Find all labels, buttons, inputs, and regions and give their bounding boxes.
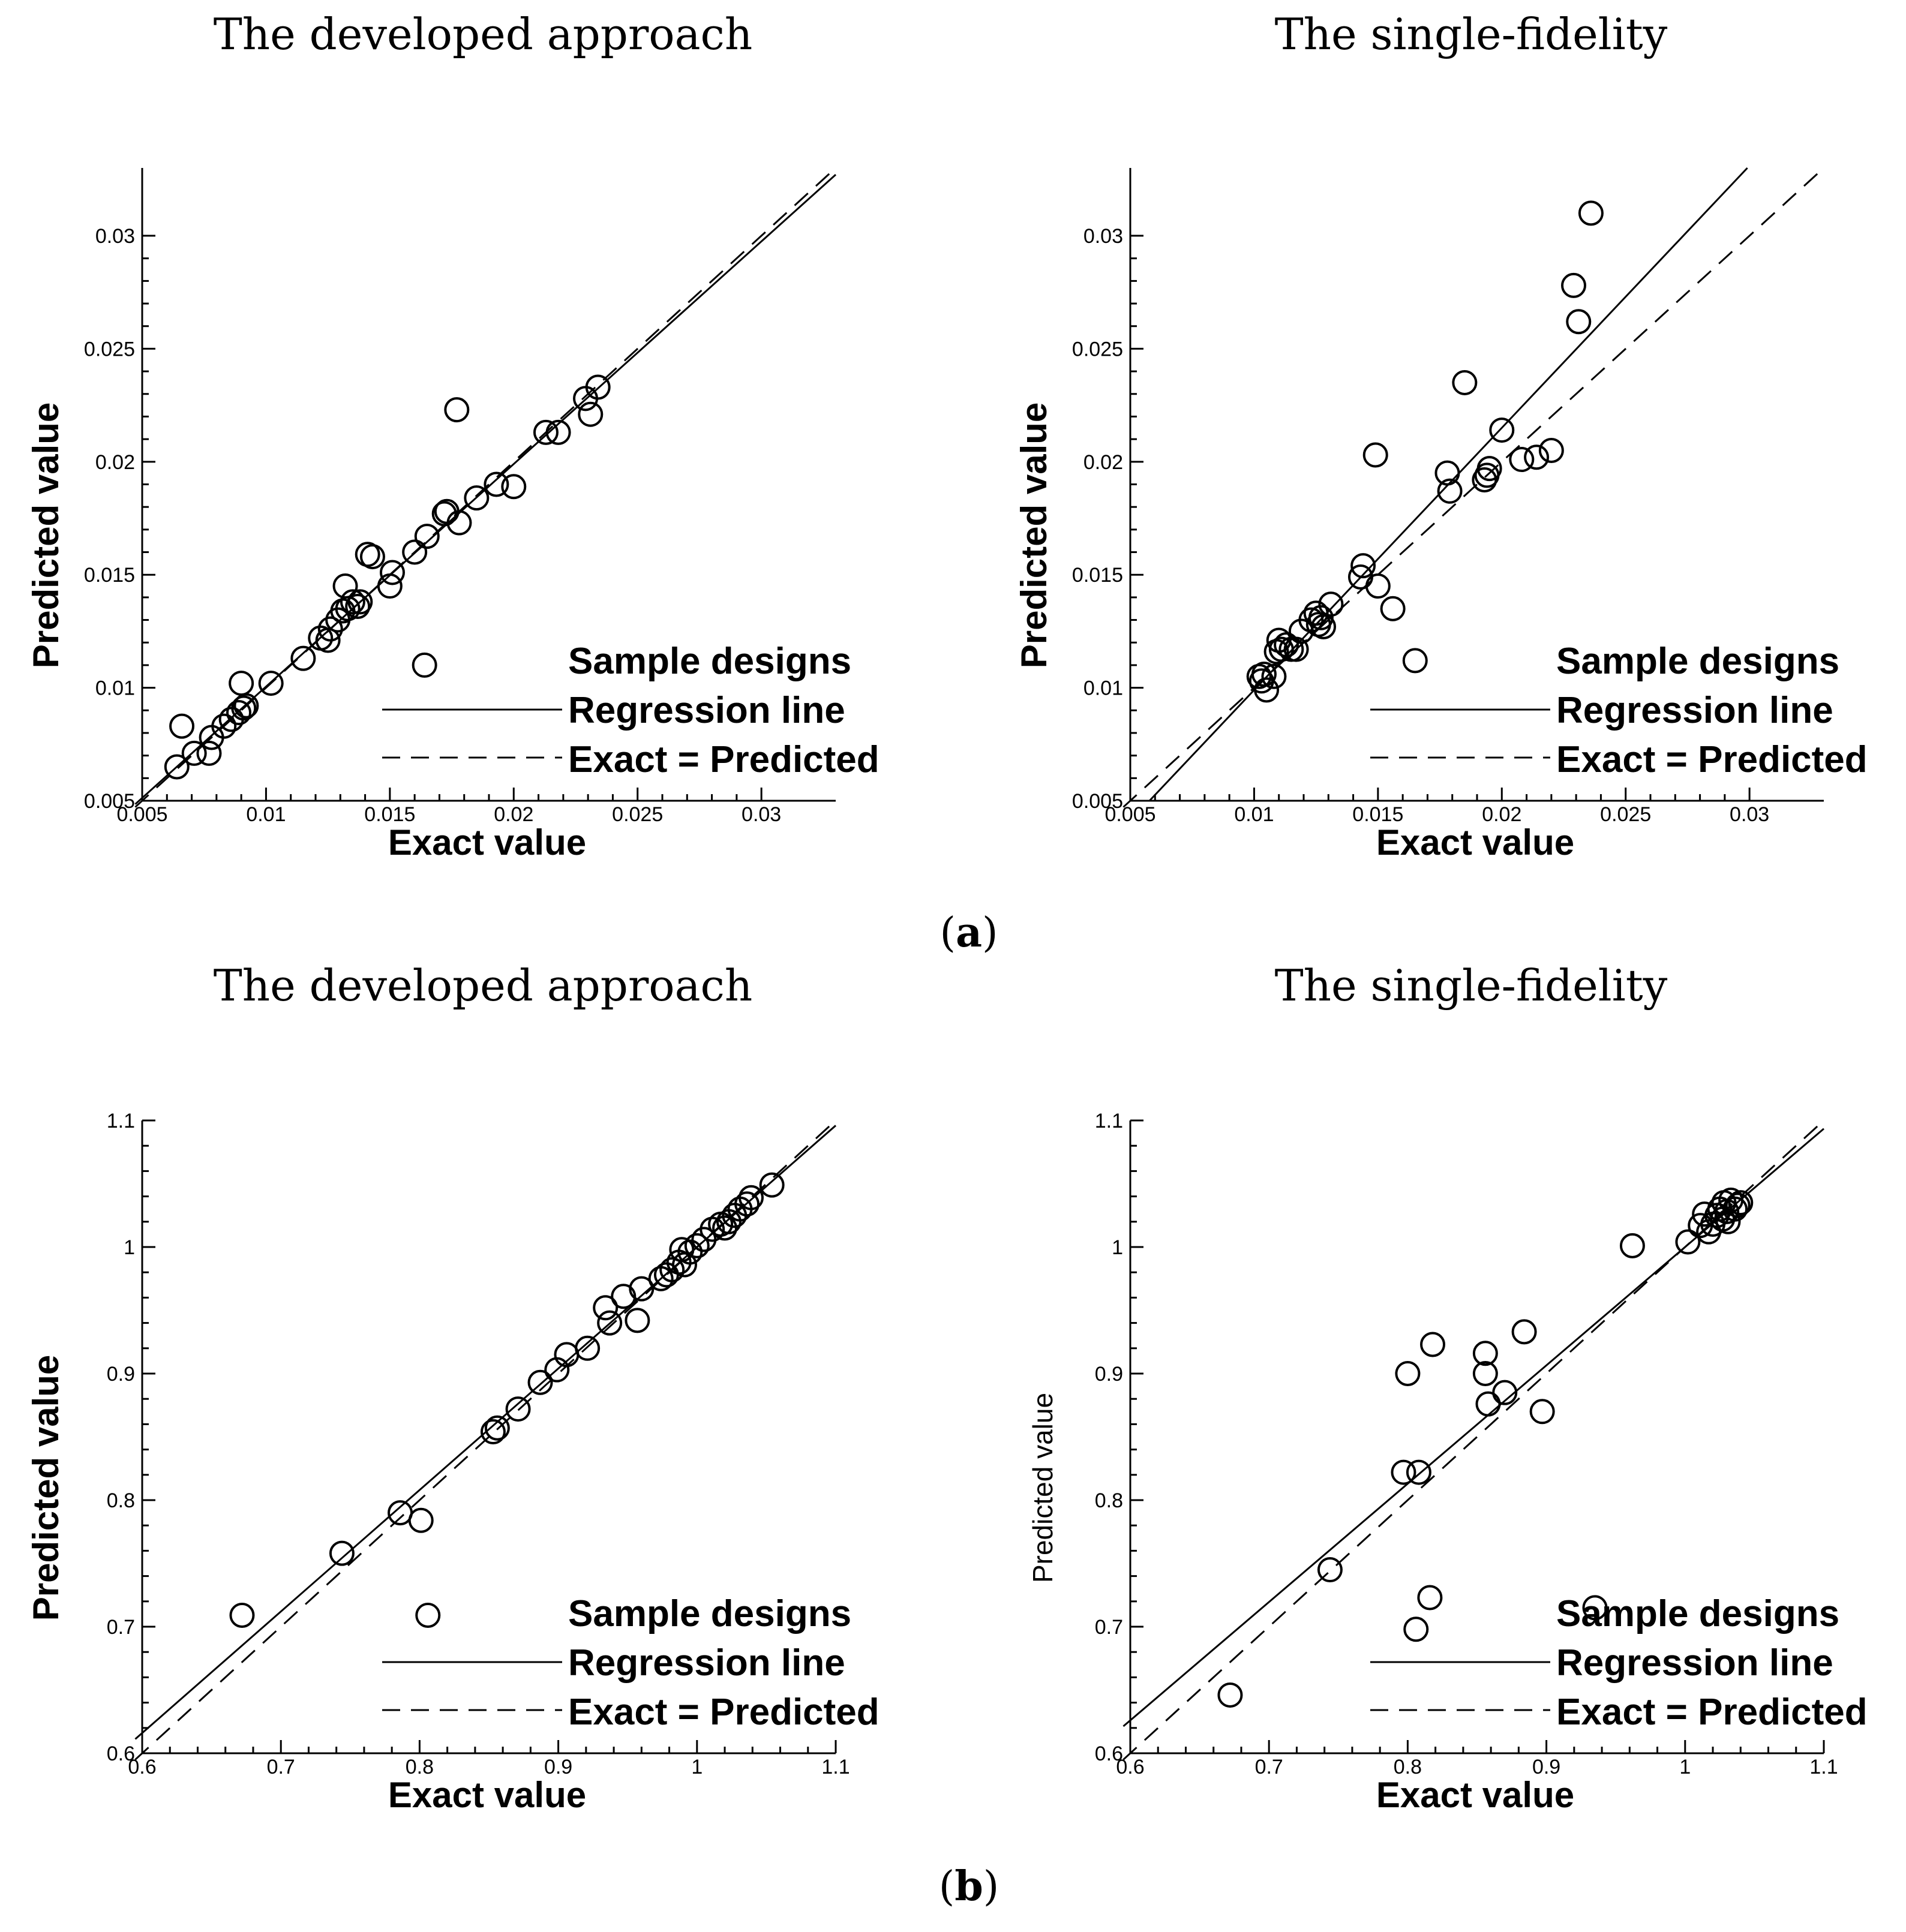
sample-point xyxy=(1562,274,1585,297)
sample-point xyxy=(502,475,525,498)
chart-bottom-left xyxy=(26,960,880,1815)
sample-point xyxy=(170,715,193,738)
panel-label-a: (a) xyxy=(940,909,998,957)
y-tick-label: 0.005 xyxy=(83,790,135,813)
sample-point xyxy=(626,1309,649,1332)
x-tick-label: 0.7 xyxy=(266,1756,295,1778)
sample-point xyxy=(576,1337,599,1360)
sample-point xyxy=(1540,439,1563,462)
sample-point xyxy=(1476,1393,1499,1416)
sample-point xyxy=(1567,310,1590,333)
y-tick-label: 1.1 xyxy=(106,1110,135,1132)
chart-title: The single-fidelity xyxy=(1274,960,1668,1011)
y-tick-label: 0.01 xyxy=(1083,677,1123,700)
y-tick-label: 0.015 xyxy=(1071,564,1123,587)
x-tick-label: 0.6 xyxy=(128,1756,157,1778)
x-tick-label: 0.03 xyxy=(742,803,782,826)
y-tick-label: 0.01 xyxy=(95,677,135,700)
x-tick-label: 0.015 xyxy=(1352,803,1404,826)
x-tick-label: 1.1 xyxy=(1809,1756,1838,1778)
x-tick-label: 0.8 xyxy=(1393,1756,1422,1778)
sample-point xyxy=(1404,1618,1427,1640)
y-tick-label: 0.025 xyxy=(1071,338,1123,361)
y-tick-label: 1 xyxy=(124,1236,135,1259)
y-tick-label: 0.02 xyxy=(95,450,135,474)
sample-point xyxy=(1621,1234,1644,1257)
x-tick-label: 0.7 xyxy=(1254,1756,1283,1778)
y-tick-label: 1.1 xyxy=(1094,1110,1123,1132)
sample-point xyxy=(197,742,220,765)
legend-entry: Regression line xyxy=(568,690,845,731)
legend-entry: Sample designs xyxy=(1556,641,1840,682)
sample-point xyxy=(230,1604,253,1627)
chart-title: The developed approach xyxy=(213,9,753,59)
legend-entry: Sample designs xyxy=(568,641,852,682)
sample-point xyxy=(445,398,468,421)
x-tick-label: 0.9 xyxy=(1532,1756,1561,1778)
legend-entry: Regression line xyxy=(1556,690,1833,731)
sample-point xyxy=(612,1285,635,1308)
sample-point xyxy=(1407,1461,1430,1484)
sample-point xyxy=(416,525,439,548)
sample-point xyxy=(410,1509,433,1532)
x-tick-label: 1 xyxy=(691,1756,703,1778)
y-tick-label: 0.9 xyxy=(1094,1363,1123,1386)
sample-point xyxy=(1490,419,1513,441)
legend-entry: Sample designs xyxy=(1556,1593,1840,1634)
y-tick-label: 0.6 xyxy=(106,1742,135,1765)
legend-entry: Sample designs xyxy=(568,1593,852,1634)
chart-top-right xyxy=(1014,9,1868,863)
x-axis-label: Exact value xyxy=(1376,822,1575,863)
y-tick-label: 1 xyxy=(1112,1236,1123,1259)
x-tick-label: 0.015 xyxy=(364,803,416,826)
x-axis-label: Exact value xyxy=(388,1775,587,1815)
y-tick-label: 0.03 xyxy=(1083,225,1123,248)
y-axis-label: Predicted value xyxy=(1014,402,1054,669)
legend-entry: Exact = Predicted xyxy=(1556,1691,1868,1733)
legend-entry: Exact = Predicted xyxy=(568,739,880,780)
x-axis-label: Exact value xyxy=(1376,1775,1575,1815)
sample-point xyxy=(331,1542,353,1565)
sample-point xyxy=(1453,371,1476,394)
sample-point xyxy=(579,403,602,426)
x-tick-label: 0.02 xyxy=(494,803,534,826)
chart-title: The developed approach xyxy=(213,960,753,1011)
x-tick-label: 0.01 xyxy=(1234,803,1274,826)
sample-point xyxy=(1382,597,1404,620)
legend-entry: Exact = Predicted xyxy=(568,1691,880,1733)
sample-point xyxy=(1513,1320,1536,1343)
sample-point xyxy=(1364,444,1387,467)
x-tick-label: 0.8 xyxy=(405,1756,434,1778)
sample-point xyxy=(1531,1400,1554,1423)
sample-point xyxy=(1421,1333,1444,1356)
sample-point xyxy=(1676,1231,1699,1254)
sample-point xyxy=(507,1398,530,1420)
y-tick-label: 0.015 xyxy=(83,564,135,587)
legend-entry: Exact = Predicted xyxy=(1556,739,1868,780)
sample-point xyxy=(1319,1558,1341,1581)
x-tick-label: 0.01 xyxy=(246,803,286,826)
x-tick-label: 0.02 xyxy=(1482,803,1522,826)
y-tick-label: 0.9 xyxy=(106,1363,135,1386)
x-tick-label: 0.005 xyxy=(116,803,168,826)
y-tick-label: 0.03 xyxy=(95,225,135,248)
x-tick-label: 0.025 xyxy=(612,803,664,826)
sample-point xyxy=(1580,202,1602,224)
y-tick-label: 0.6 xyxy=(1094,1742,1123,1765)
sample-point xyxy=(416,1604,439,1627)
y-tick-label: 0.005 xyxy=(1071,790,1123,813)
sample-point xyxy=(1525,446,1548,468)
chart-title: The single-fidelity xyxy=(1274,9,1668,59)
sample-point xyxy=(413,654,436,677)
sample-point xyxy=(227,701,250,724)
y-tick-label: 0.7 xyxy=(1094,1616,1123,1639)
y-tick-label: 0.025 xyxy=(83,338,135,361)
sample-point xyxy=(1367,575,1389,597)
x-tick-label: 0.03 xyxy=(1730,803,1770,826)
x-tick-label: 1.1 xyxy=(821,1756,850,1778)
y-tick-label: 0.8 xyxy=(1094,1489,1123,1512)
x-tick-label: 0.6 xyxy=(1116,1756,1145,1778)
x-tick-label: 1 xyxy=(1679,1756,1691,1778)
sample-point xyxy=(230,672,253,695)
sample-point xyxy=(1418,1586,1441,1609)
x-tick-label: 0.9 xyxy=(544,1756,573,1778)
y-tick-label: 0.7 xyxy=(106,1616,135,1639)
x-tick-label: 0.025 xyxy=(1600,803,1652,826)
sample-point xyxy=(1218,1684,1241,1706)
panel-label-b: (b) xyxy=(938,1862,999,1910)
y-tick-label: 0.02 xyxy=(1083,450,1123,474)
legend-entry: Regression line xyxy=(1556,1642,1833,1684)
x-axis-label: Exact value xyxy=(388,822,587,863)
sample-point xyxy=(292,647,314,670)
sample-point xyxy=(389,1501,412,1524)
x-tick-label: 0.005 xyxy=(1104,803,1156,826)
y-axis-label: Predicted value xyxy=(26,402,66,669)
legend-entry: Regression line xyxy=(568,1642,845,1684)
sample-point xyxy=(1396,1362,1419,1385)
chart-bottom-right xyxy=(1027,960,1868,1815)
chart-top-left xyxy=(26,9,880,863)
y-axis-label: Predicted value xyxy=(26,1354,66,1621)
y-tick-label: 0.8 xyxy=(106,1489,135,1512)
y-axis-label: Predicted value xyxy=(1027,1392,1058,1584)
sample-point xyxy=(1404,649,1427,672)
